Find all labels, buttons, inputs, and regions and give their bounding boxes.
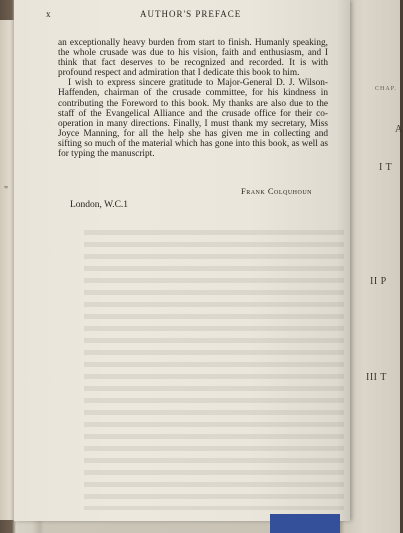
right-chap-label: CHAP. xyxy=(375,86,397,92)
right-chapter-2: II P xyxy=(370,276,387,287)
left-edge-mark: " xyxy=(4,185,9,196)
right-letter-a: A xyxy=(395,124,403,135)
page-number: x xyxy=(46,9,51,19)
author-signature: Frank Colquhoun xyxy=(241,186,313,196)
paragraph-continued: an exceptionally heavy burden from start to finish. Humanly speaking, the whole crusade was due to his vision, faith and enthusiasm, and I think that fact deserves to be recognized and recorded. It is with profound respect and admiration that I dedicate this book to him. xyxy=(58,38,328,79)
running-header-title: AUTHOR'S PREFACE xyxy=(140,9,242,19)
blue-cover-edge xyxy=(270,514,340,533)
show-through-text xyxy=(84,230,344,510)
location-line: London, W.C.1 xyxy=(70,200,129,210)
preface-body xyxy=(58,38,328,159)
paragraph-acknowledgements: I wish to express sincere gratitude to Major-General D. J. Wilson-Haffenden, chairman of the crusade committee, for his kindness in contributing the Foreword to this book. My thanks are also due to the staff of the Evangelical Alliance and the crusade office for their co-operation in many directions. Finally, I must thank my secretary, Miss Joyce Manning, for all the help she has given me in collecting and sifting so much of the material which has gone into this book, as well as for typing the manuscript. xyxy=(58,78,328,160)
right-chapter-1: I T xyxy=(379,162,393,173)
running-header xyxy=(46,9,328,23)
right-chapter-3: III T xyxy=(366,372,387,383)
